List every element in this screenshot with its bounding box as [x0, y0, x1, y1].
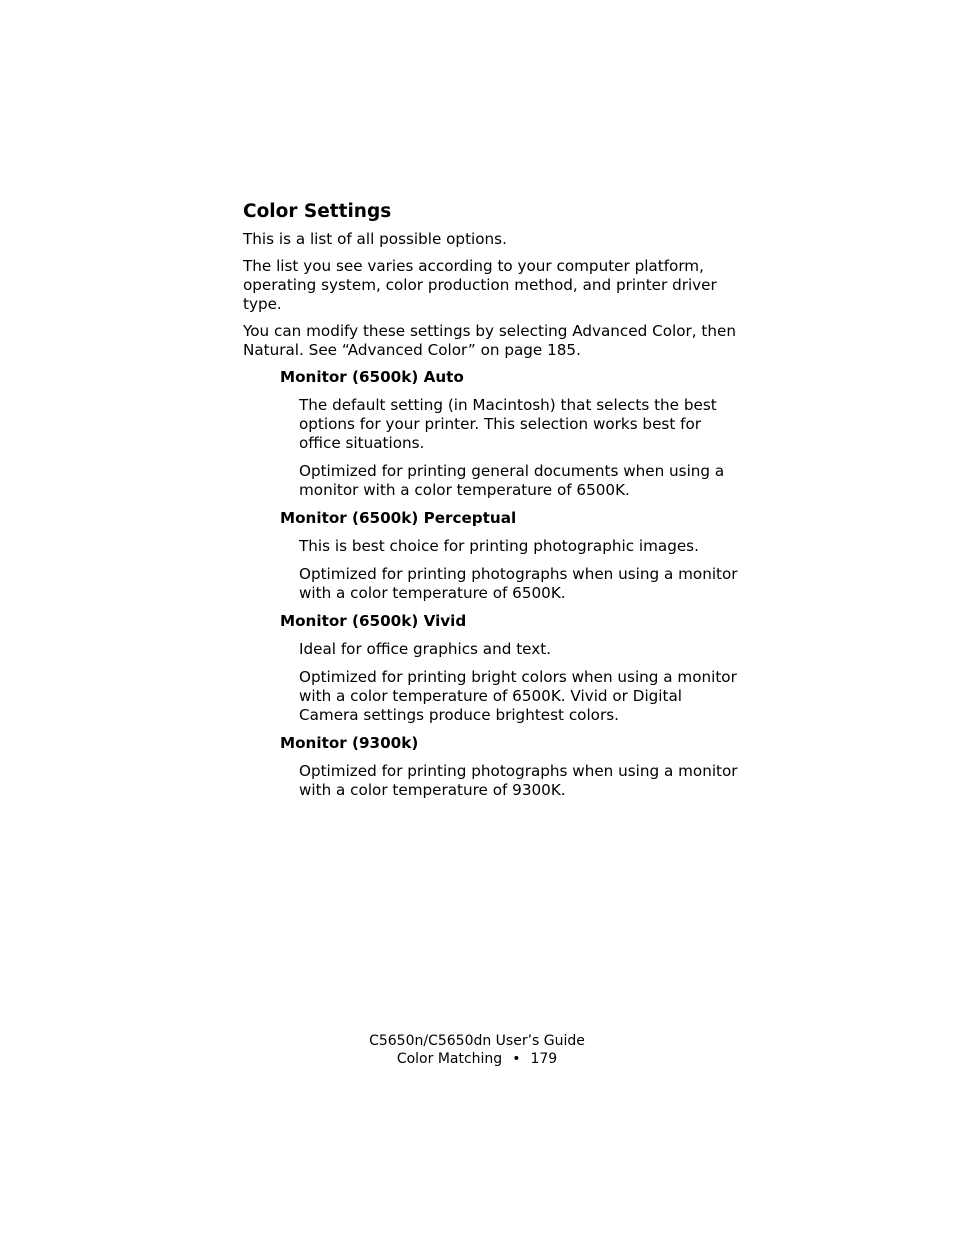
page-footer: [0, 1032, 954, 1068]
option-title: Monitor (9300k): [280, 734, 419, 752]
option-description: [299, 396, 743, 500]
footer-separator: •: [512, 1051, 521, 1067]
option-title: Monitor (6500k) Auto: [280, 368, 464, 386]
option-description: [299, 537, 743, 603]
option-paragraph: This is best choice for printing photographic images.: [299, 537, 699, 555]
option-description: [299, 762, 743, 800]
intro-paragraph: This is a list of all possible options.: [243, 230, 507, 248]
footer-chapter: Color Matching: [396, 1051, 503, 1067]
intro-paragraph: The list you see varies according to your computer platform, operating system, color production method, and printer driver type.: [243, 257, 717, 313]
option-monitor-6500k-auto: [280, 368, 743, 500]
option-paragraph: Optimized for printing photographs when using a monitor with a color temperature of 6500K.: [299, 565, 738, 602]
footer-guide-title: C5650n/C5650dn User’s Guide: [369, 1033, 585, 1049]
option-paragraph: Optimized for printing bright colors when using a monitor with a color temperature of 6500K. Vivid or Digital Camera settings produce brightest colors.: [299, 668, 737, 724]
option-paragraph: Optimized for printing photographs when using a monitor with a color temperature of 9300K.: [299, 762, 738, 799]
option-paragraph: Optimized for printing general documents when using a monitor with a color temperature of 6500K.: [299, 462, 725, 499]
option-paragraph: Ideal for office graphics and text.: [299, 640, 551, 658]
option-monitor-6500k-vivid: [280, 612, 743, 725]
option-monitor-6500k-perceptual: [280, 509, 743, 603]
option-title: Monitor (6500k) Perceptual: [280, 509, 517, 527]
footer-page-number: 179: [530, 1051, 558, 1067]
option-monitor-9300k: [280, 734, 743, 800]
section-title: Color Settings: [243, 201, 392, 222]
option-paragraph: The default setting (in Macintosh) that selects the best options for your printer. This selection works best for office situations.: [299, 396, 717, 452]
option-description: [299, 640, 743, 725]
option-title: Monitor (6500k) Vivid: [280, 612, 467, 630]
footer-chapter-line: [0, 1050, 954, 1068]
page-content: [243, 199, 743, 809]
intro-paragraph: You can modify these settings by selecting Advanced Color, then Natural. See “Advanced Color” on page 185.: [243, 322, 736, 359]
